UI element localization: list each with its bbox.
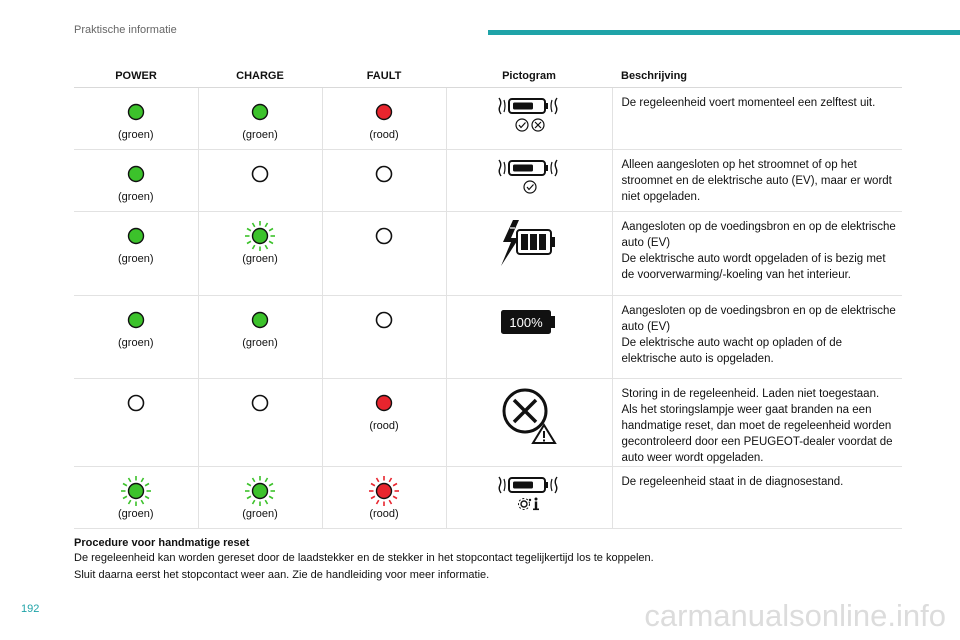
led-color-label: (groen) xyxy=(242,253,278,265)
description-text: Alleen aangesloten op het stroomnet of op het stroomnet en de elektrische auto (EV), maar er wordt niet opgeladen. xyxy=(621,159,892,203)
battery-charging-icon xyxy=(447,212,612,268)
power-led-cell xyxy=(74,88,198,150)
pictogram-cell xyxy=(446,379,612,467)
led-color-label: (rood) xyxy=(369,508,399,520)
column-header-power: POWER xyxy=(74,65,198,88)
led-off-icon xyxy=(199,163,322,185)
power-led-cell xyxy=(74,379,198,467)
table-row xyxy=(74,150,902,212)
charge-led-cell xyxy=(198,296,322,379)
section-header-title: Praktische informatie xyxy=(74,24,177,36)
description-text: De elektrische auto wacht op opladen of de elektrische auto is opgeladen. xyxy=(621,337,843,365)
charge-led-cell xyxy=(198,212,322,296)
led-color-label: (groen) xyxy=(118,191,154,203)
fault-led-cell xyxy=(322,88,446,150)
pictogram-cell xyxy=(446,88,612,150)
power-led-cell xyxy=(74,467,198,529)
description-cell xyxy=(612,212,902,296)
charge-led-cell xyxy=(198,379,322,467)
pictogram-cell xyxy=(446,212,612,296)
column-header-charge: CHARGE xyxy=(198,65,322,88)
fault-led-cell xyxy=(322,150,446,212)
led-on-icon xyxy=(323,101,446,123)
led-off-icon xyxy=(323,309,446,331)
led-color-label: (rood) xyxy=(369,420,399,432)
table-row xyxy=(74,467,902,529)
battery-percentage-label: 100% xyxy=(509,315,543,330)
led-on-icon xyxy=(74,163,198,185)
led-blinking-icon xyxy=(199,225,322,247)
led-color-label: (groen) xyxy=(118,508,154,520)
charge-led-cell xyxy=(198,150,322,212)
led-on-icon xyxy=(74,309,198,331)
power-led-cell xyxy=(74,296,198,379)
fault-led-cell xyxy=(322,379,446,467)
led-color-label: (groen) xyxy=(242,129,278,141)
description-cell xyxy=(612,150,902,212)
description-text: De elektrische auto wordt opgeladen of is bezig met de voorverwarming/-koeling van het interieur. xyxy=(621,253,886,281)
column-header-pictogram: Pictogram xyxy=(446,65,612,88)
battery-check-icon xyxy=(447,150,612,196)
led-blinking-icon xyxy=(74,480,198,502)
reset-procedure-title: Procedure voor handmatige reset xyxy=(74,537,250,549)
battery-diagnostic-icon xyxy=(447,467,612,513)
pictogram-cell xyxy=(446,296,612,379)
table-header-row xyxy=(74,65,902,88)
led-blinking-icon xyxy=(323,480,446,502)
led-status-table xyxy=(74,65,902,529)
fault-warning-icon xyxy=(447,379,612,449)
led-off-icon xyxy=(323,225,446,247)
description-text: Aangesloten op de voedingsbron en op de elektrische auto (EV) xyxy=(621,305,896,333)
battery-check-fault-icon xyxy=(447,88,612,134)
led-off-icon xyxy=(323,163,446,185)
column-header-description: Beschrijving xyxy=(612,65,902,88)
led-color-label: (rood) xyxy=(369,129,399,141)
table-row xyxy=(74,88,902,150)
led-on-icon xyxy=(323,392,446,414)
reset-procedure-line: Sluit daarna eerst het stopcontact weer aan. Zie de handleiding voor meer informatie. xyxy=(74,569,490,581)
led-color-label: (groen) xyxy=(242,508,278,520)
reset-procedure-line: De regeleenheid kan worden gereset door de laadstekker en de stekker in het stopcontact tegelijkertijd los te koppelen. xyxy=(74,552,654,564)
led-off-icon xyxy=(199,392,322,414)
led-blinking-icon xyxy=(199,480,322,502)
table-row xyxy=(74,212,902,296)
charge-led-cell xyxy=(198,88,322,150)
power-led-cell xyxy=(74,150,198,212)
description-text: Storing in de regeleenheid. Laden niet toegestaan. xyxy=(621,388,880,400)
led-color-label: (groen) xyxy=(242,337,278,349)
description-cell xyxy=(612,379,902,467)
footer-watermark: carmanualsonline.info xyxy=(644,598,946,633)
led-on-icon xyxy=(199,309,322,331)
description-cell xyxy=(612,467,902,529)
table-row xyxy=(74,296,902,379)
description-text: Aangesloten op de voedingsbron en op de elektrische auto (EV) xyxy=(621,221,896,249)
pictogram-cell xyxy=(446,150,612,212)
charge-led-cell xyxy=(198,467,322,529)
led-color-label: (groen) xyxy=(118,253,154,265)
page-number: 192 xyxy=(21,603,40,615)
pictogram-cell xyxy=(446,467,612,529)
power-led-cell xyxy=(74,212,198,296)
header-accent-bar xyxy=(488,30,960,35)
table-row xyxy=(74,379,902,467)
description-text: De regeleenheid voert momenteel een zelftest uit. xyxy=(621,97,876,109)
fault-led-cell xyxy=(322,212,446,296)
led-color-label: (groen) xyxy=(118,129,154,141)
description-text: De regeleenheid staat in de diagnosestand. xyxy=(621,476,844,488)
description-text: Als het storingslampje weer gaat branden na een handmatige reset, dan moet de regeleenheid worden gecontroleerd door een PEUGEOT-dealer voordat de auto weer wordt opgeladen. xyxy=(621,404,893,464)
description-cell xyxy=(612,88,902,150)
led-on-icon xyxy=(74,101,198,123)
fault-led-cell xyxy=(322,296,446,379)
column-header-fault: FAULT xyxy=(322,65,446,88)
description-cell xyxy=(612,296,902,379)
fault-led-cell xyxy=(322,467,446,529)
led-on-icon xyxy=(74,225,198,247)
led-off-icon xyxy=(74,392,198,414)
led-color-label: (groen) xyxy=(118,337,154,349)
led-on-icon xyxy=(199,101,322,123)
battery-full-icon xyxy=(447,296,612,342)
